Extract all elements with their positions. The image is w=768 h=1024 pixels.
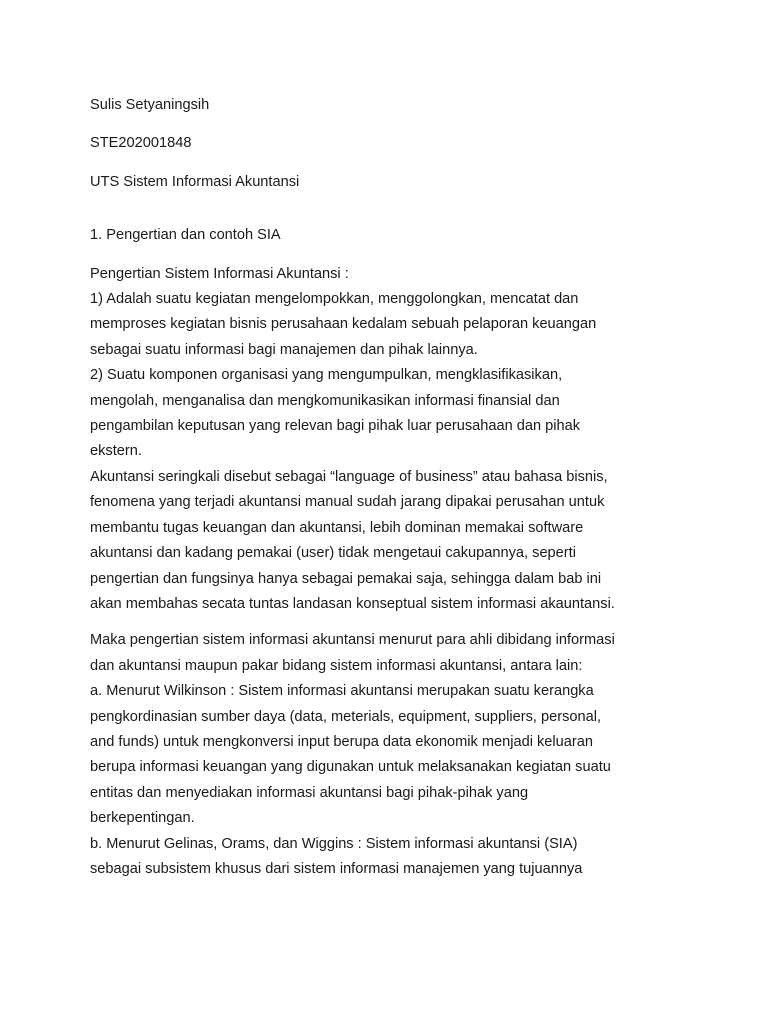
- text-line: and funds) untuk mengkonversi input berupa data ekonomik menjadi keluaran: [90, 733, 593, 750]
- experts-intro: [90, 628, 690, 679]
- text-line: fenomena yang terjadi akuntansi manual sudah jarang dipakai perusahan untuk: [90, 494, 605, 511]
- text-line: sebagai suatu informasi bagi manajemen dan pihak lainnya.: [90, 341, 478, 358]
- text-line: dan akuntansi maupun pakar bidang sistem informasi akuntansi, antara lain:: [90, 657, 583, 674]
- text-line: b. Menurut Gelinas, Orams, dan Wiggins : Sistem informasi akuntansi (SIA): [90, 835, 578, 852]
- section-subheading: Pengertian Sistem Informasi Akuntansi :: [90, 265, 349, 282]
- text-line: entitas dan menyediakan informasi akuntansi bagi pihak-pihak yang: [90, 784, 529, 801]
- text-line: berupa informasi keuangan yang digunakan untuk melaksanakan kegiatan suatu: [90, 759, 611, 776]
- text-line: pengertian dan fungsinya hanya sebagai pemakai saja, sehingga dalam bab ini: [90, 570, 602, 587]
- text-line: ekstern.: [90, 443, 142, 460]
- text-line: membantu tugas keuangan dan akuntansi, lebih dominan memakai software: [90, 519, 584, 536]
- text-line: 1) Adalah suatu kegiatan mengelompokkan, menggolongkan, mencatat dan: [90, 291, 579, 308]
- expert-point-a: [90, 679, 690, 831]
- text-line: Akuntansi seringkali disebut sebagai “language of business” atau bahasa bisnis,: [90, 468, 608, 485]
- text-line: akuntansi dan kadang pemakai (user) tidak mengetaui cakupannya, seperti: [90, 545, 576, 562]
- exam-title: UTS Sistem Informasi Akuntansi: [90, 173, 300, 190]
- student-id: STE202001848: [90, 135, 192, 152]
- text-line: pengkordinasian sumber daya (data, meterials, equipment, suppliers, personal,: [90, 708, 602, 725]
- text-line: sebagai subsistem khusus dari sistem informasi manajemen yang tujuannya: [90, 860, 583, 877]
- definition-point-2: [90, 363, 690, 465]
- body-paragraph: [90, 465, 690, 617]
- text-line: memproses kegiatan bisnis perusahaan kedalam sebuah pelaporan keuangan: [90, 316, 597, 333]
- section-heading: 1. Pengertian dan contoh SIA: [90, 227, 281, 244]
- expert-point-b: [90, 832, 690, 883]
- definition-point-1: [90, 287, 690, 363]
- document-body: [90, 93, 690, 882]
- text-line: pengambilan keputusan yang relevan bagi pihak luar perusahaan dan pihak: [90, 418, 581, 435]
- text-line: berkepentingan.: [90, 810, 195, 827]
- text-line: mengolah, menganalisa dan mengkomunikasikan informasi finansial dan: [90, 392, 560, 409]
- text-line: 2) Suatu komponen organisasi yang mengumpulkan, mengklasifikasikan,: [90, 367, 563, 384]
- author-name: Sulis Setyaningsih: [90, 97, 210, 113]
- text-line: Maka pengertian sistem informasi akuntansi menurut para ahli dibidang informasi: [90, 632, 615, 649]
- text-line: a. Menurut Wilkinson : Sistem informasi akuntansi merupakan suatu kerangka: [90, 683, 594, 700]
- text-line: akan membahas secata tuntas landasan konseptual sistem informasi akauntansi.: [90, 595, 615, 612]
